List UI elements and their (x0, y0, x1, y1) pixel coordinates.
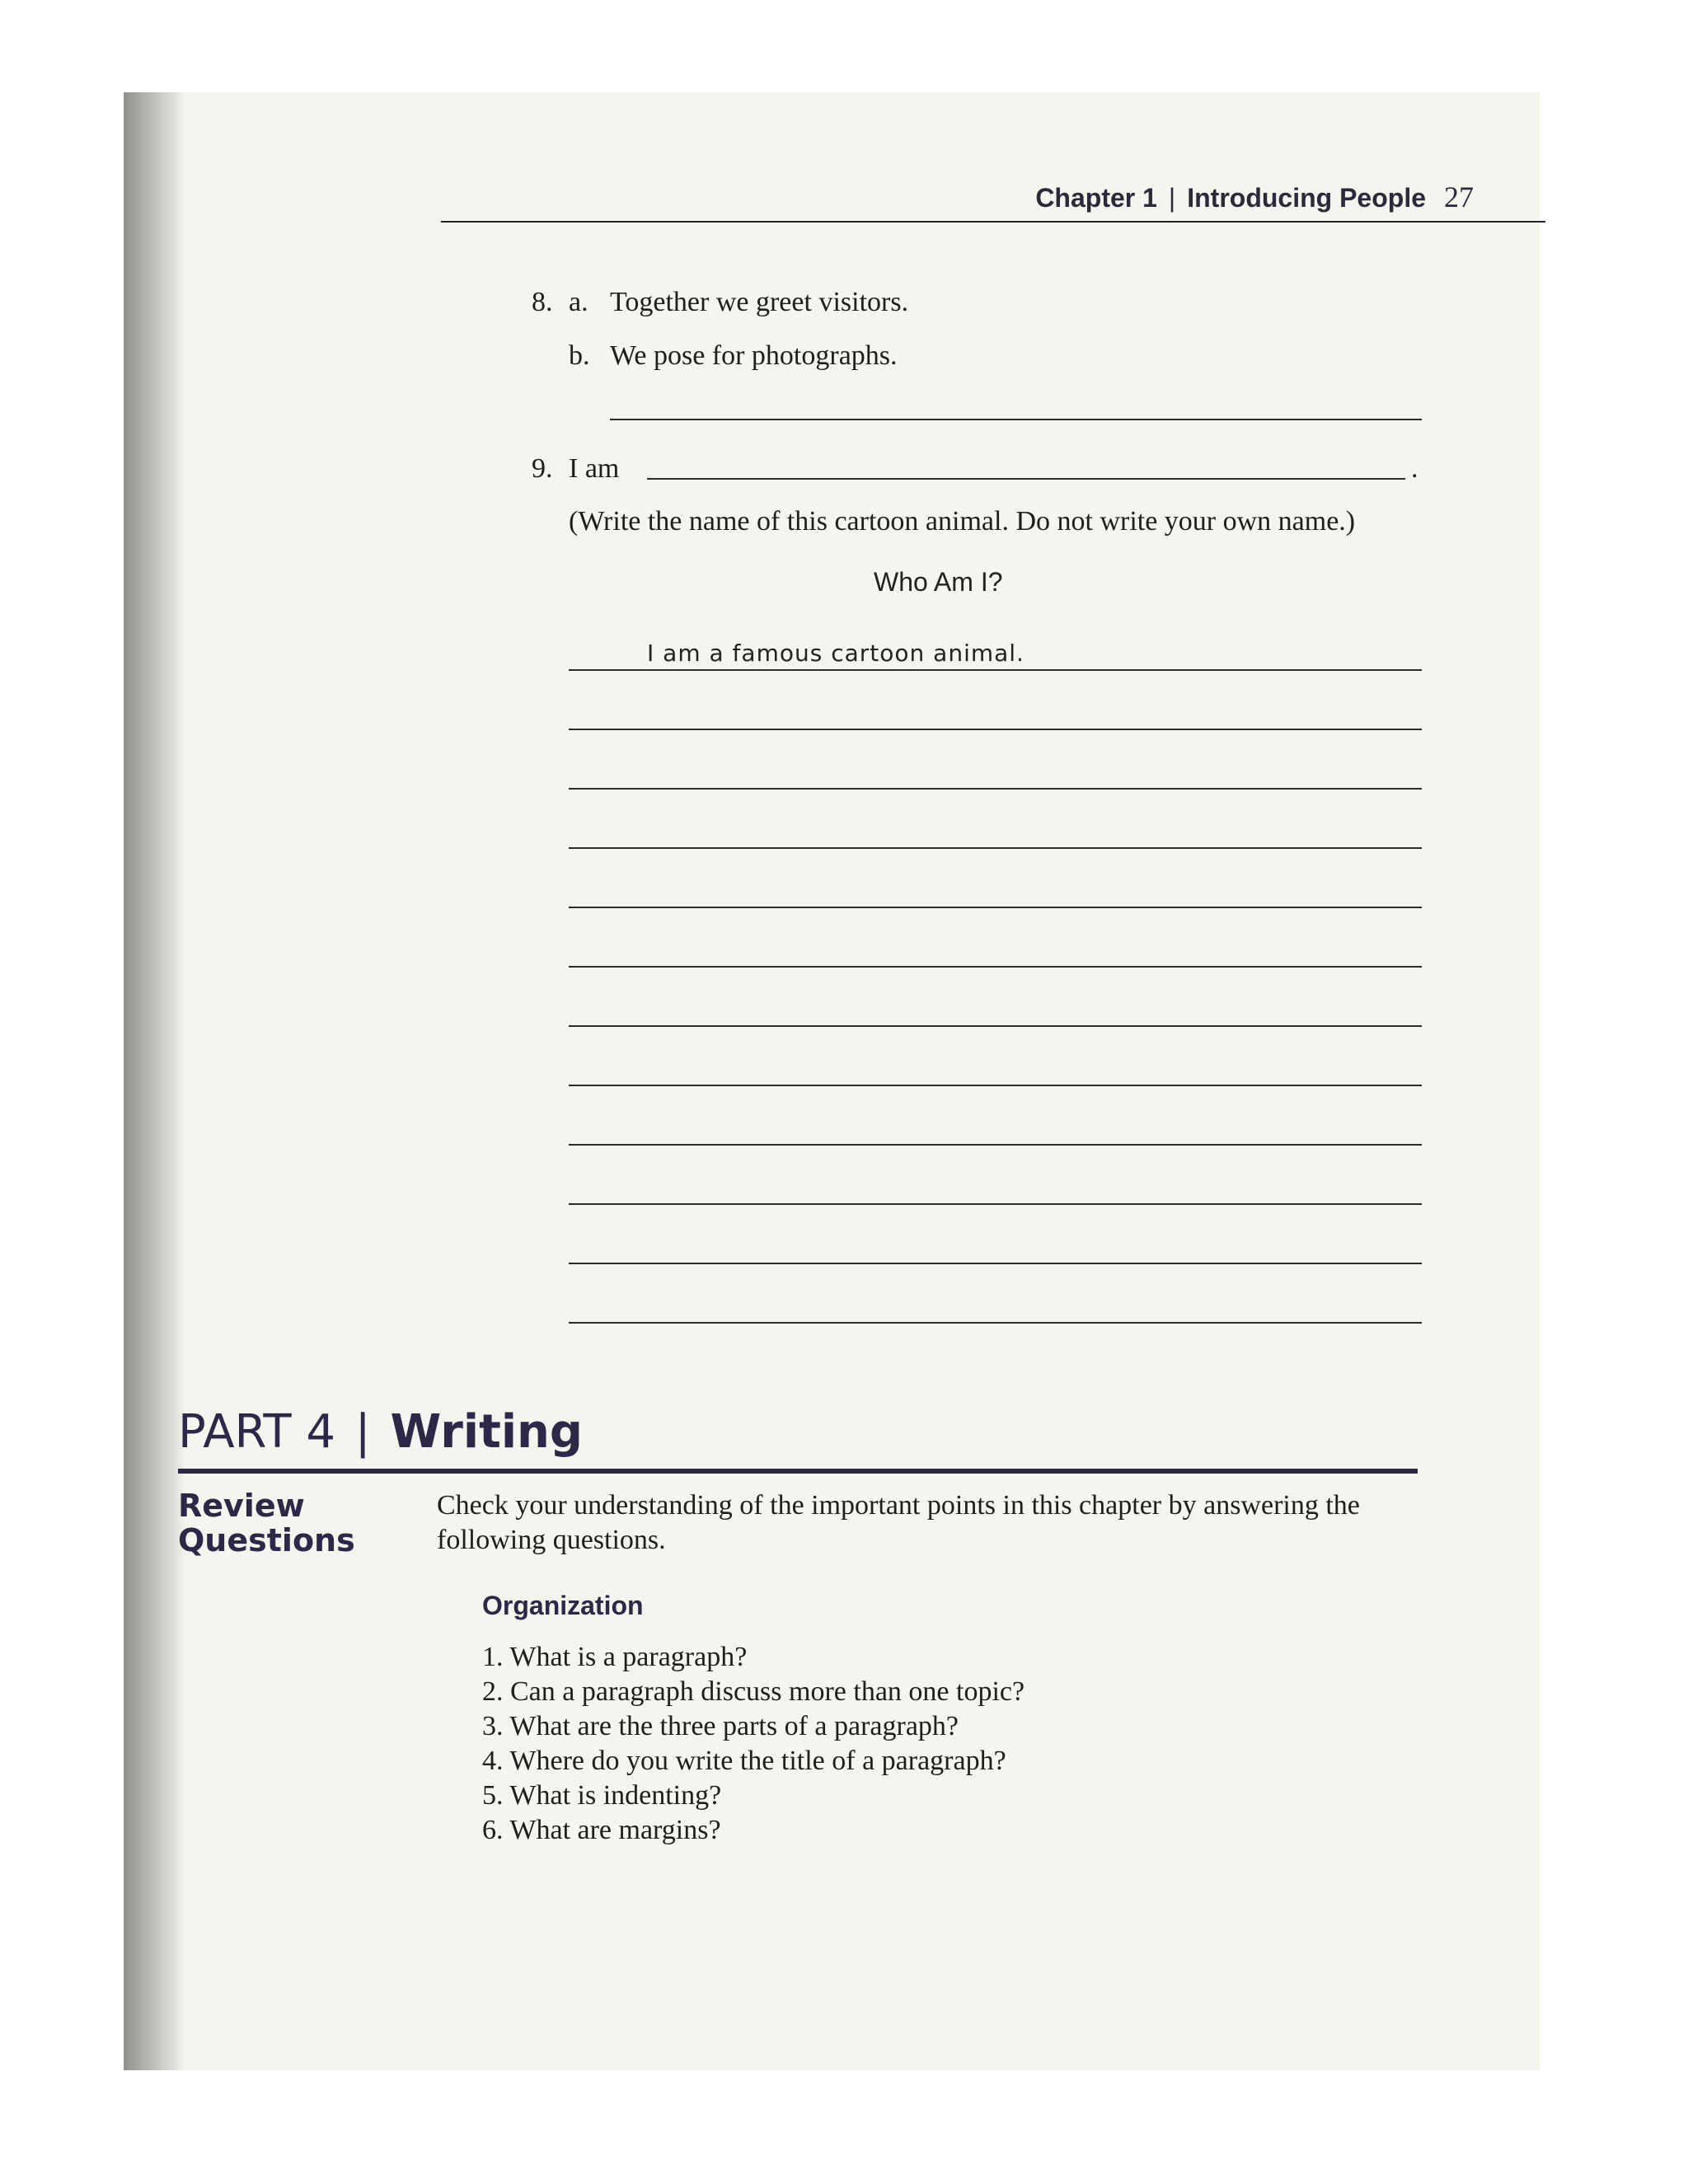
review-heading-line-2: Questions (178, 1522, 355, 1558)
writing-line[interactable] (569, 1263, 1422, 1264)
writing-line[interactable] (569, 729, 1422, 730)
list-item: 3. What are the three parts of a paragraph? (482, 1711, 959, 1741)
chapter-label: Chapter 1 (1035, 183, 1157, 213)
list-item: 6. What are margins? (482, 1815, 721, 1845)
part-label: PART 4 (178, 1405, 335, 1459)
organization-heading: Organization (482, 1591, 644, 1620)
item-8-number: 8. (532, 287, 553, 317)
review-heading-line-1: Review (178, 1488, 305, 1524)
item-9-period: . (1411, 453, 1418, 484)
part-rule (178, 1469, 1418, 1474)
header-rule (441, 221, 1545, 223)
writing-line[interactable] (569, 1025, 1422, 1027)
page-number: 27 (1444, 180, 1474, 213)
item-8b-text: We pose for photographs. (610, 340, 898, 371)
writing-line[interactable] (569, 1322, 1422, 1324)
part-separator: | (354, 1405, 371, 1459)
part-title: Writing (390, 1405, 583, 1459)
question-list (482, 1640, 1025, 1848)
handwritten-first-line: I am a famous cartoon animal. (647, 640, 1025, 667)
list-item: 4. Where do you write the title of a paragraph? (482, 1746, 1006, 1776)
item-8b-label: b. (569, 340, 590, 371)
writing-line[interactable] (569, 907, 1422, 908)
part-heading (178, 1405, 583, 1459)
item-9-number: 9. (532, 453, 553, 484)
list-item: 5. What is indenting? (482, 1780, 722, 1811)
page-gutter-shadow (124, 92, 185, 2070)
writing-line[interactable] (569, 966, 1422, 968)
running-header (1035, 180, 1474, 214)
item-8a-text: Together we greet visitors. (610, 287, 909, 317)
item-9-instruction: (Write the name of this cartoon animal. Do not write your own name.) (569, 506, 1356, 537)
list-item: 2. Can a paragraph discuss more than one topic? (482, 1676, 1025, 1707)
review-intro: Check your understanding of the important points in this chapter by answering the following questions. (437, 1490, 1360, 1555)
writing-line[interactable] (569, 1085, 1422, 1086)
list-item: 1. What is a paragraph? (482, 1642, 748, 1672)
item-9-answer-line[interactable] (647, 478, 1405, 480)
writing-line[interactable] (569, 788, 1422, 790)
writing-line[interactable] (569, 847, 1422, 849)
writing-line[interactable] (569, 1203, 1422, 1205)
review-questions-heading (178, 1488, 355, 1558)
writing-line[interactable] (569, 1144, 1422, 1146)
item-9-text: I am (569, 453, 620, 484)
chapter-title: Introducing People (1187, 183, 1426, 213)
item-8-answer-line[interactable] (610, 419, 1422, 420)
item-8a-label: a. (569, 287, 588, 317)
writing-line[interactable] (569, 669, 1422, 671)
who-am-i-title: Who Am I? (874, 567, 1003, 597)
header-separator: | (1168, 183, 1176, 213)
